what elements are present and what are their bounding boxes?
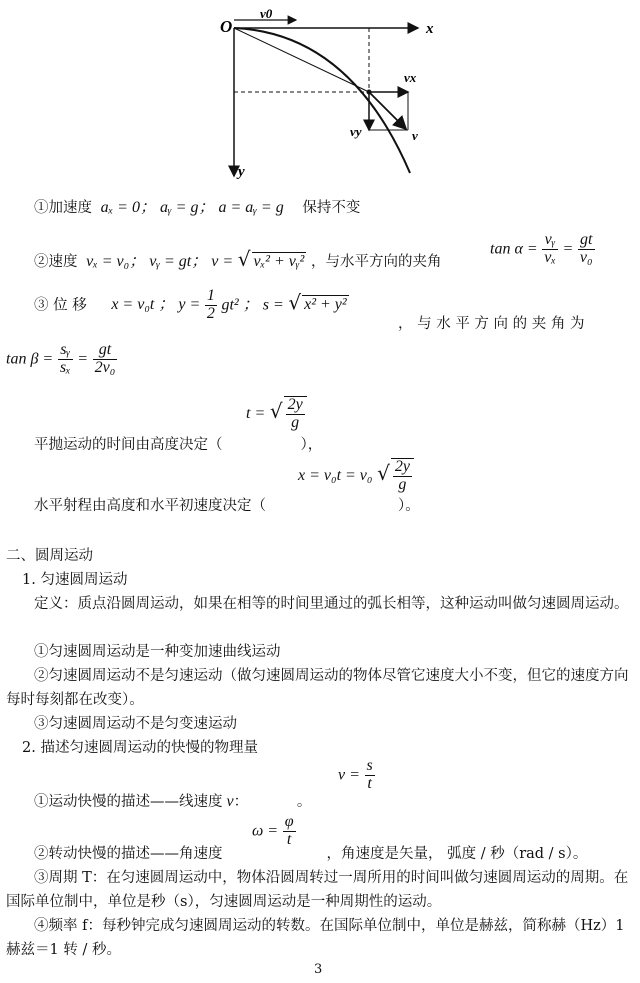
vy-label: vy [350,124,362,139]
linear-velocity-formula: v = $\frac{s}{t}$ [338,757,373,792]
v-label: v [412,128,418,143]
subsection-1: 1. 匀速圆周运动 [22,572,128,588]
angular-velocity-formula: ω = $\frac{\varphi}{t}$ [252,813,294,848]
tan-alpha-formula: tan α = $\frac{\text{vᵧ}}{\text{vₓ}}$ = $\frac{gt}{\text{v₀}}$ [490,231,593,266]
x-label: x [426,21,434,37]
acceleration-line: ①加速度 aₓ = 0； aᵧ = g； a = aᵧ = g 保持不变 [34,199,361,216]
range-text: 水平射程由高度和水平初速度决定（ ）。 [34,498,420,514]
range-formula: x = v₀t = v₀ √ $\frac{2y}{g}$ [298,458,414,494]
v0-label: v0 [260,8,273,21]
item-2: ②匀速圆周运动不是匀速运动（做匀速圆周运动的物体尽管它速度大小不变，但它的速度方向每时每刻都在改变）。 [6,668,629,708]
time-formula: t = √ $\frac{2y}{g}$ [246,396,307,432]
tan-beta-formula: tan β = $\frac{\text{sᵧ}}{\text{sₓ}}$ = $\frac{gt}{\text{2v₀}}$ [6,341,116,376]
item-1: ①匀速圆周运动是一种变加速曲线运动 [34,644,281,660]
frequency-text: ④频率 f：每秒钟完成匀速圆周运动的转数。在国际单位制中，单位是赫兹，简称赫（Hz）1 赫兹＝1 转 / 秒。 [6,918,625,958]
displacement-line [234,28,369,92]
period-text: ③周期 T：在匀速圆周运动中，物体沿圆周转过一周所用的时间叫做匀速圆周运动的周期。在国际单位制中，单位是秒（s），匀速圆周运动是一种周期性的运动。 [6,870,629,910]
page-number: 3 [314,962,323,977]
projectile-diagram [200,8,450,188]
origin-label: O [220,17,233,36]
section-heading: 二、圆周运动 [6,548,93,564]
vx-label: vx [404,70,417,85]
trajectory-curve [234,28,410,173]
definition-text: 定义：质点沿圆周运动，如果在相等的时间里通过的弧长相等，这种运动叫做匀速圆周运动。 [34,596,629,612]
displacement-line: ③ 位 移 x = v₀t ； y = $\frac{1}{2}$ gt² ； s = √ x² + y² ， 与 水 平 方 向 的 夹 角 为 [34,287,585,332]
item-3: ③匀速圆周运动不是匀变速运动 [34,716,237,732]
linear-velocity-text: ①运动快慢的描述——线速度 v： 。 [34,793,312,810]
time-text: 平抛运动的时间由高度决定（ ）， [34,437,323,453]
velocity-line: ②速度 vₓ = v₀； vᵧ = gt； v = √ vₓ² + vᵧ² ，与水平方向的夹角 [34,247,442,271]
angular-velocity-text: ②转动快慢的描述——角速度 ，角速度是矢量， 弧度 / 秒（rad / s）。 [34,846,588,862]
acceleration-formula: aₓ = 0； aᵧ = g； a = aᵧ = g [100,199,284,216]
y-label: y [238,164,245,180]
v-arrow [369,92,406,129]
subsection-2: 2. 描述匀速圆周运动的快慢的物理量 [22,740,258,756]
